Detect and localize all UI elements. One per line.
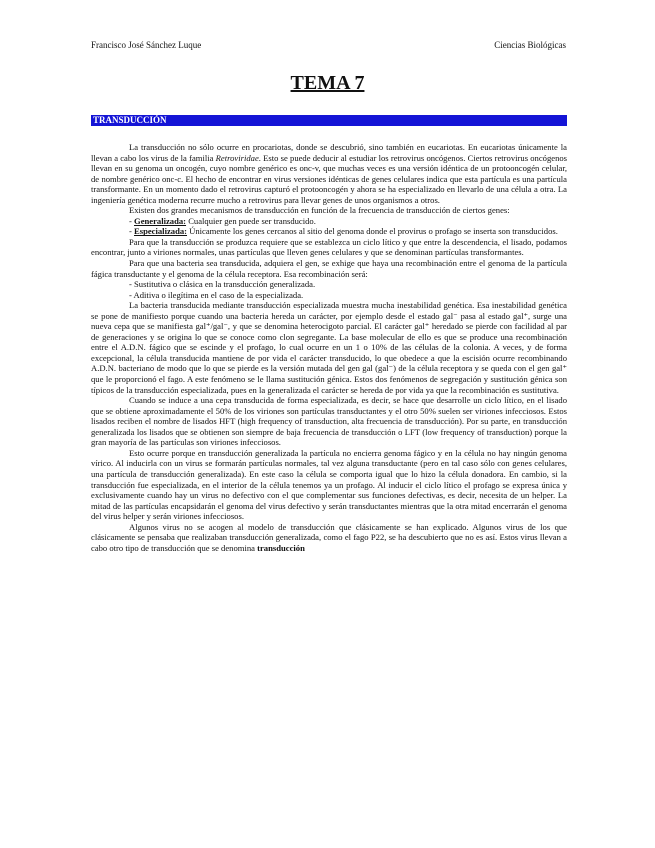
list-item: - Sustitutiva o clásica en la transducción generalizada. — [129, 279, 316, 290]
paragraph: Existen dos grandes mecanismos de transducción en función de la frecuencia de transducción de ciertos genes: — [129, 205, 510, 216]
italic-term: Retroviridae — [215, 152, 259, 163]
paragraph — [91, 522, 567, 554]
list-item: - Especializada: Únicamente los genes cercanos al sitio del genoma donde el provirus o profago se inserta son transducidos. — [129, 226, 558, 237]
term-especializada: Especializada: — [134, 226, 188, 237]
text-run: Algunos virus no se acogen al modelo de transducción que clásicamente se han explicado. Algunos virus de los que clásicamente se pensaba que realizaban transducción generalizada, como el fago P22, se ha descubierto que no es así. Estos virus llevan a cabo otro tipo de transducción que se denomina — [91, 521, 567, 553]
text-run: . Esto se puede deducir al estudiar los retrovirus oncógenos. Ciertos retrovirus oncógenos llevan en su genoma un oncogén, cuyo nombre genérico es onc-v, que muchas veces es una versión idéntica de un protooncogén celular, de nombre genérico onc-c. El hecho de encontrar en virus versiones idénticas de genes celulares indica que esta partícula es una partícula transformante. En un momento dado el retrovirus capturó el protooncogén y ahora se ha especializado en llevarlo de una célula a otra. La ingeniería genética moderna recurre mucho a retrovirus para llevar genes de unos organismos a otros. — [91, 152, 568, 205]
text-run: Cualquier gen puede ser transducido. — [186, 215, 316, 226]
list-item: - Generalizada: Cualquier gen puede ser transducido. — [129, 215, 316, 226]
list-item: - Aditiva o ilegítima en el caso de la especializada. — [129, 289, 304, 300]
body-text — [91, 142, 567, 553]
paragraph — [91, 142, 567, 205]
paragraph: La bacteria transducida mediante transducción especializada muestra mucha inestabilidad genética. Esa inestabilidad genética se pone de manifiesto porque cuando una bacteria hereda un carácter, por ejemplo desde el estado gal⁻ pasa al estado gal⁺, surge una nueva cepa que se manifiesta gal⁺/gal⁻, y que se denomina heterocigoto parcial. El carácter gal⁺ heredado se pierde con facilidad al par de generaciones y se origina lo que se conoce como clon segregante. La base molecular de ello es que se produce una recombinación entre el A.D.N. fágico que se escinde y el profago, lo cual ocurre en un 1 o 10% de las células de la colonia. A veces, y de forma excepcional, la célula transducida mantiene de por vida el carácter transducido, lo que obedece a que la escisión ocurre recombinando A.D.N. bacteriano de modo que lo que se pierde es la versión mutada del gen gal (gal⁻) de la célula receptora y se queda con el gen gal⁺ que le proporcionó el fago. A este fenómeno se le llama sustitución génica. Estos dos fenómenos de segregación y sustitución génica son típicos de la transducción especializada, pues en la generalizada el carácter se hereda de por vida ya que la recombinación es sustitutiva. — [91, 300, 567, 395]
paragraph: Para que la transducción se produzca requiere que se establezca un ciclo lítico y que entre la descendencia, el lisado, podamos encontrar, junto a viriones normales, unas partículas que lleven genes celulares y que se denominan partículas transformantes. — [91, 236, 567, 258]
paragraph: Esto ocurre porque en transducción generalizada la partícula no encierra genoma fágico y en la célula no hay ningún genoma vírico. Al inducirla con un virus se formarán partículas normales, tal vez alguna transductante (pero en tal caso sólo con genes celulares, una partícula de transducción generalizada). En este caso la célula se comporta igual que lo hizo la célula donadora. En cambio, si la transducción fue especializada, en el interior de la célula tenemos ya un profago. Al inducir el ciclo lítico el profago se expresa única y exclusivamente cuando hay un virus no defectivo con el que complementar sus funciones defectivas, es decir, necesita de un helper. La mitad de las partículas encapsidarán el genoma del virus defectivo y serán transductantes mientras que la otra mitad encerrarán el genoma del virus helper y serán viriones infecciosos. — [91, 447, 567, 522]
page-title: TEMA 7 — [290, 72, 365, 94]
section-heading: TRANSDUCCIÓN — [91, 115, 567, 126]
text-run: Únicamente los genes cercanos al sitio del genoma donde el provirus o profago se inserta son transducidos. — [187, 226, 558, 237]
header-subject: Ciencias Biológicas — [494, 40, 566, 50]
term-generalizada: Generalizada: — [134, 215, 187, 226]
header-author: Francisco José Sánchez Luque — [91, 40, 202, 50]
bold-term: transducción — [257, 542, 305, 553]
paragraph: Cuando se induce a una cepa transducida de forma especializada, es decir, se hace que desarrolle un ciclo lítico, en el lisado que se obtiene aproximadamente el 50% de los viriones son partículas transductantes y el otro 50% suelen ser viriones infecciosos. Estos lisados reciben el nombre de lisados HFT (high frequency of transduction, alta frecuencia de transducción). Por su parte, en transducción generalizada los lisados que se obtienen son siempre de baja frecuencia de transducción o LFT (low frequency of transduction) porque la gran mayoría de las partículas son viriones infecciosos. — [91, 395, 567, 448]
paragraph: Para que una bacteria sea transducida, adquiera el gen, se exhige que haya una recombinación entre el genoma de la partícula fágica transductante y el genoma de la célula receptora. Esa recombinación será: — [91, 258, 567, 279]
text-run: La transducción no sólo ocurre en procariotas, donde se descubrió, sino también en eucariotas. En eucariotas únicamente la llevan a cabo los virus de la familia — [91, 142, 567, 163]
